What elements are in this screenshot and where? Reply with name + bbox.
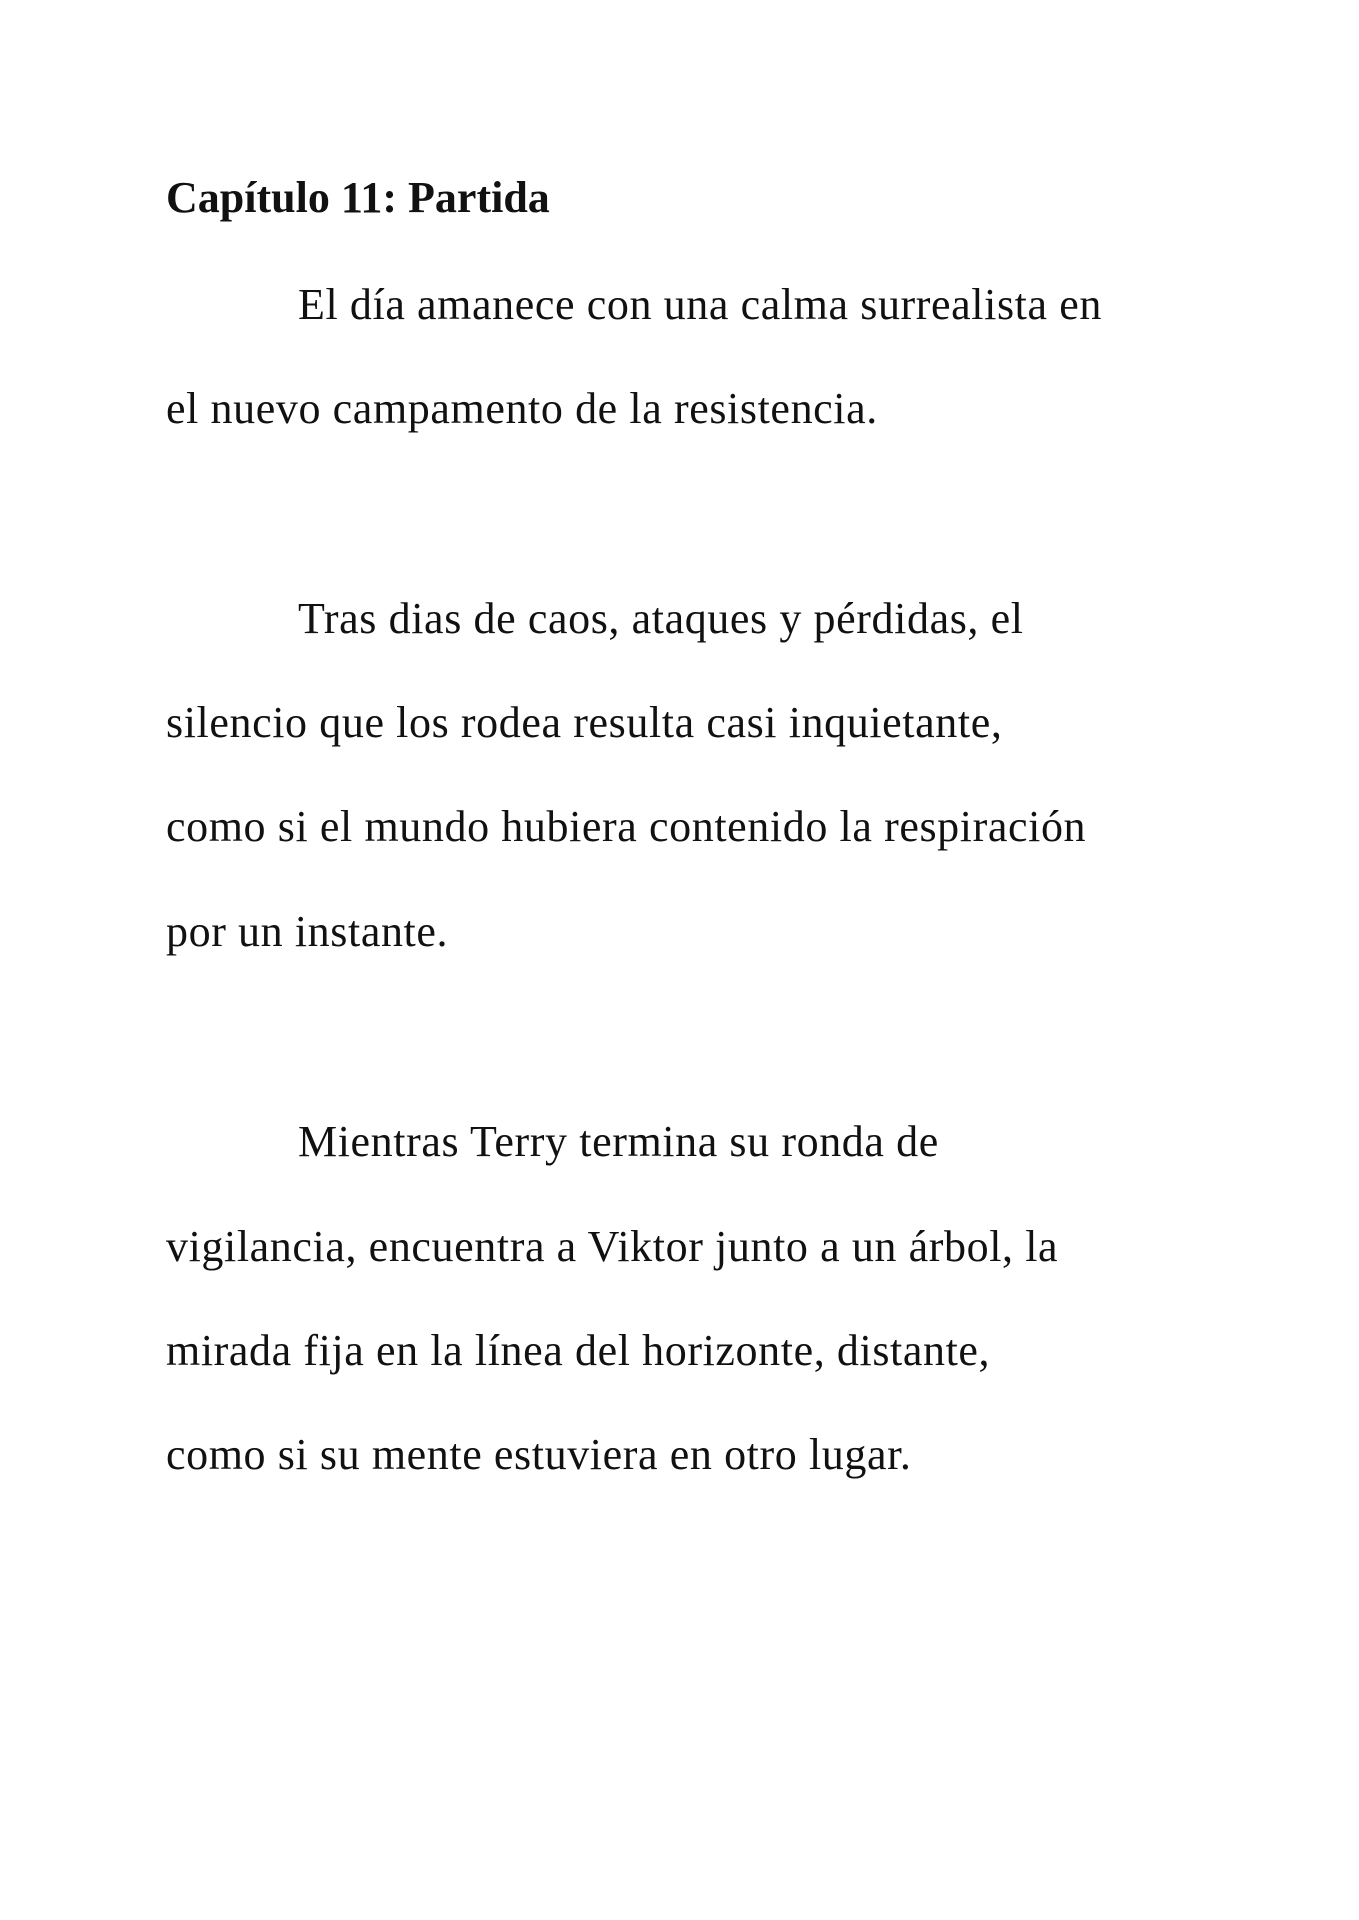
paragraph-line: por un instante. — [166, 907, 449, 956]
paragraph-line: como si su mente estuviera en otro lugar. — [166, 1430, 912, 1479]
paragraph-line: como si el mundo hubiera contenido la respiración — [166, 802, 1087, 851]
paragraph-line: El día amanece con una calma surrealista en — [298, 280, 1102, 329]
paragraph-line: Mientras Terry termina su ronda de — [298, 1117, 939, 1166]
paragraph-line: mirada fija en la línea del horizonte, distante, — [166, 1326, 991, 1375]
paragraph-line: el nuevo campamento de la resistencia. — [166, 384, 878, 433]
paragraph-line: silencio que los rodea resulta casi inquietante, — [166, 698, 1003, 747]
paragraph-line: Tras dias de caos, ataques y pérdidas, el — [298, 594, 1024, 643]
chapter-title: Capítulo 11: Partida — [166, 173, 550, 222]
paragraph-line: vigilancia, encuentra a Viktor junto a un árbol, la — [166, 1222, 1059, 1271]
